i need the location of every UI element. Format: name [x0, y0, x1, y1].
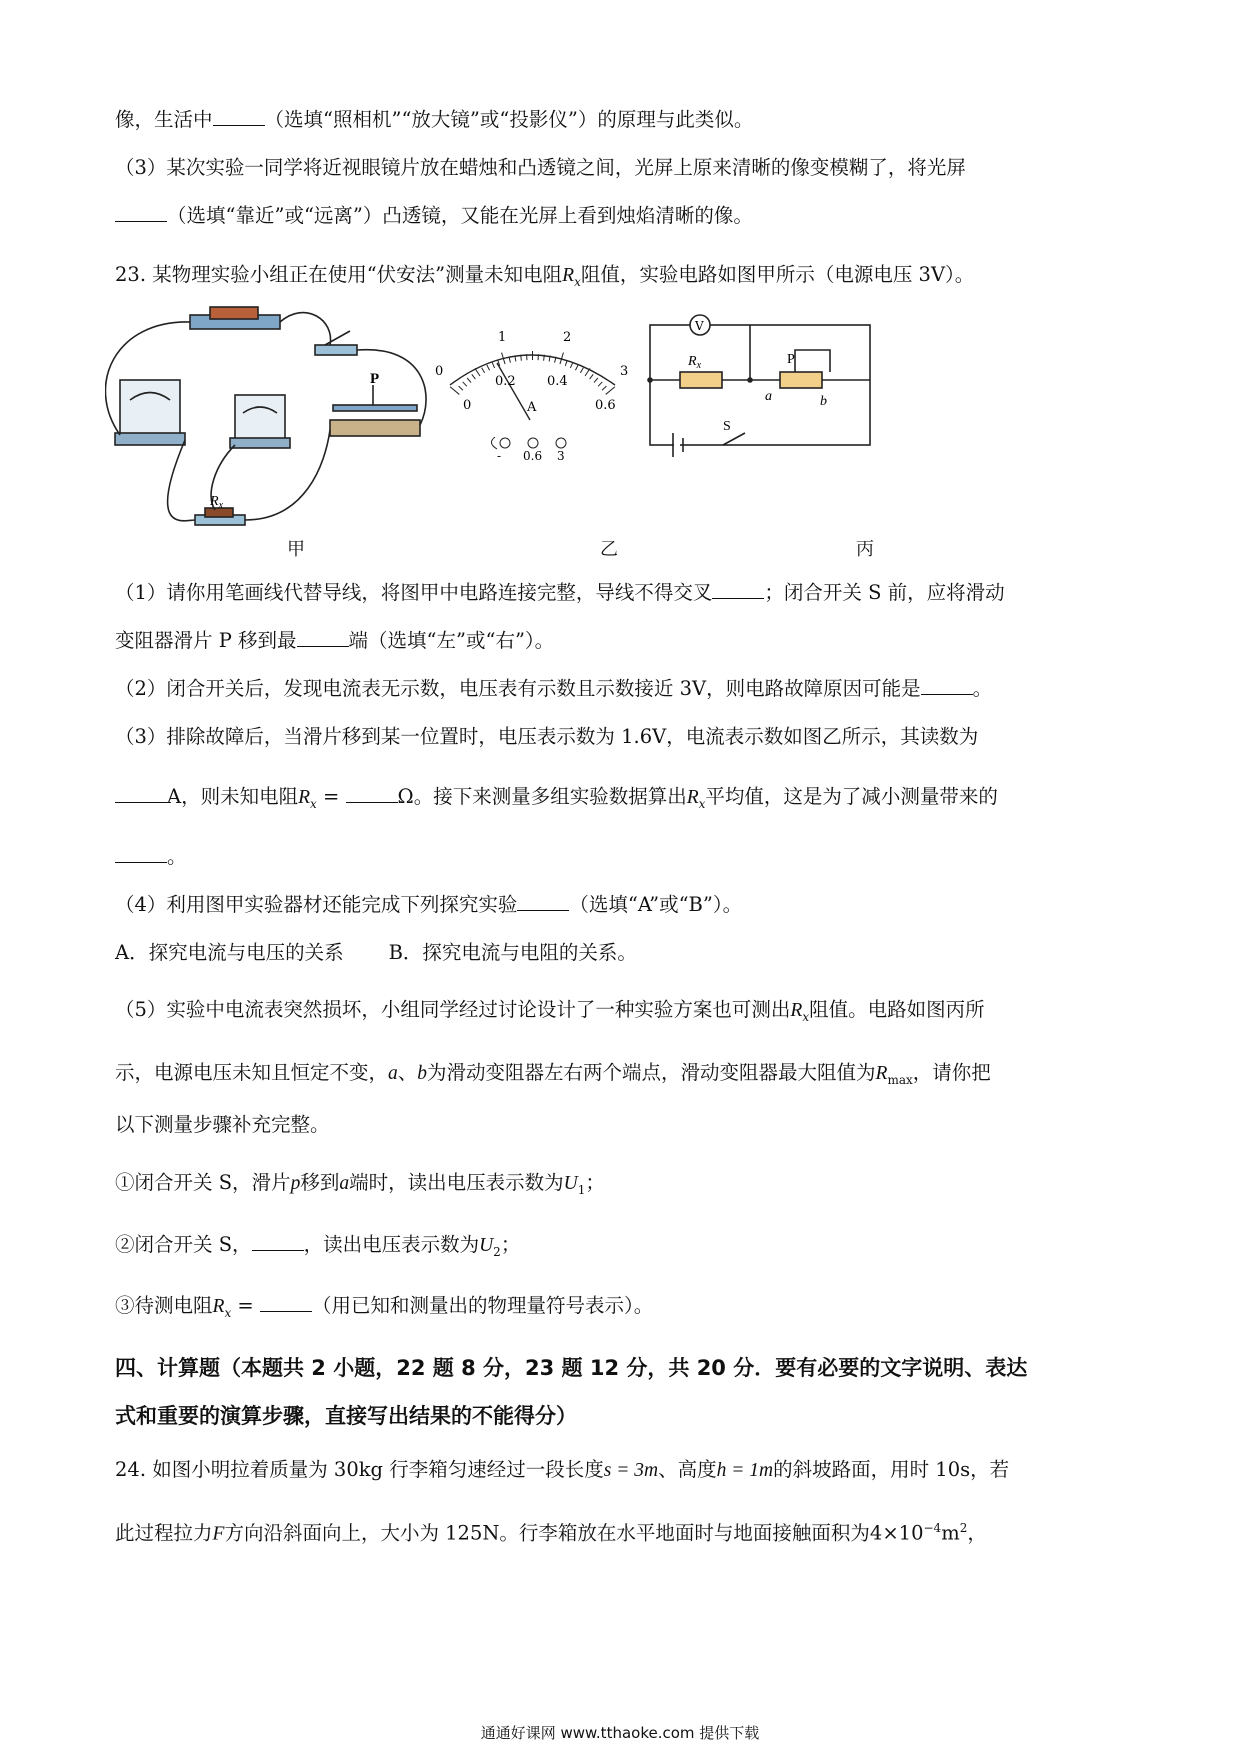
- text-line: A．探究电流与电压的关系 B．探究电流与电阻的关系。: [115, 941, 637, 964]
- dial-tick: [463, 382, 467, 386]
- step-2: ②闭合开关 S， ，读出电压表示数为$U_2$；: [115, 1233, 521, 1259]
- dial-tick: [467, 378, 471, 383]
- svg-text:Rx: $R_x$: [210, 494, 224, 511]
- dial-tick: [492, 362, 494, 368]
- text-line: （1）请你用笔画线代替导线，将图甲中电路连接完整，导线不得交叉 ；闭合开关 S 前，应将滑动: [115, 581, 1005, 604]
- svg-text:a: a: [765, 389, 772, 404]
- dial-tick: [590, 374, 594, 379]
- figure-bing-schematic: [648, 315, 870, 457]
- circuit-figures: [105, 305, 985, 555]
- text-line: 。: [115, 844, 187, 870]
- text-line: （3）排除故障后，当滑片移到某一位置时，电压表示数为 1.6V，电流表示数如图乙所示，其读数为: [115, 725, 979, 748]
- answer-blank: [712, 580, 764, 599]
- text-line: 像，生活中 （选填“照相机”“放大镜”或“投影仪”）的原理与此类似。: [115, 108, 754, 131]
- svg-text:S: S: [723, 419, 731, 434]
- svg-text:0: 0: [435, 364, 444, 379]
- svg-text:b: b: [820, 394, 827, 409]
- dial-tick: [602, 386, 606, 390]
- dial-tick: [487, 365, 490, 370]
- caption-yi: 乙: [600, 539, 618, 560]
- dial-tick: [475, 368, 480, 375]
- dial-tick: [598, 382, 602, 386]
- svg-text:-: -: [497, 449, 502, 463]
- answer-blank: [297, 628, 349, 647]
- dial-tick: [580, 368, 583, 373]
- svg-text:0.6: 0.6: [523, 449, 543, 463]
- footer: 通通好课网 www.tthaoke.com 提供下载: [480, 1724, 760, 1742]
- answer-blank: [921, 676, 973, 695]
- answer-blank: [252, 1232, 304, 1251]
- svg-text:P: P: [370, 371, 380, 387]
- svg-text:2: 2: [563, 330, 572, 345]
- svg-text:A: A: [527, 400, 537, 415]
- dial-tick: [594, 378, 598, 383]
- svg-text:0.4: 0.4: [547, 374, 568, 389]
- svg-text:Rx: $R_x$: [688, 354, 702, 371]
- section-heading: 四、计算题（本题共 2 小题，22 题 8 分，23 题 12 分，共 20 分．要有必要的文字说明、表达: [115, 1356, 1028, 1380]
- answer-blank: [517, 892, 569, 911]
- step-3: ③待测电阻$R_x$ = （用已知和测量出的物理量符号表示）。: [115, 1294, 654, 1320]
- dial-tick: [575, 365, 578, 370]
- answer-blank: [115, 844, 167, 863]
- figure-jia: [105, 307, 426, 525]
- answer-blank: [115, 784, 167, 803]
- dial-tick: [459, 386, 463, 390]
- svg-text:1: 1: [498, 330, 507, 345]
- svg-text:0.2: 0.2: [495, 374, 516, 389]
- caption-bing: 丙: [856, 539, 874, 560]
- text-line: （2）闭合开关后，发现电流表无示数，电压表有示数且示数接近 3V，则电路故障原因可能是 。: [115, 677, 993, 700]
- dial-tick: [544, 355, 545, 361]
- svg-text:0: 0: [463, 398, 472, 413]
- text-line: （4）利用图甲实验器材还能完成下列探究实验 （选填“A”或“B”）。: [115, 893, 743, 916]
- answer-blank: [260, 1293, 312, 1312]
- dial-tick: [482, 368, 485, 373]
- svg-text:3: 3: [557, 449, 565, 463]
- dial-tick: [450, 387, 459, 395]
- text-line: （5）实验中电流表突然损坏，小组同学经过讨论设计了一种实验方案也可测出$R_x$阻值。电路如图丙所: [115, 998, 985, 1024]
- svg-text:P: P: [787, 352, 795, 367]
- section-heading: 式和重要的演算步骤，直接写出结果的不能得分）: [115, 1404, 577, 1428]
- dial-tick: [472, 374, 476, 379]
- text-line: 变阻器滑片 P 移到最 端（选填“左”或“右”）。: [115, 629, 555, 652]
- dial-tick: [570, 362, 572, 368]
- text-line: （选填“靠近”或“远离”）凸透镜，又能在光屏上看到烛焰清晰的像。: [115, 203, 753, 229]
- text-line: （3）某次实验一同学将近视眼镜片放在蜡烛和凸透镜之间，光屏上原来清晰的像变模糊了，将光屏: [115, 156, 966, 179]
- step-1: ①闭合开关 S，滑片p移到a端时，读出电压表示数为$U_1$；: [115, 1171, 605, 1197]
- text-line: 示，电源电压未知且恒定不变，a、b为滑动变阻器左右两个端点，滑动变阻器最大阻值为$R_{max}$，请你把: [115, 1061, 991, 1087]
- dial-tick: [521, 355, 522, 361]
- svg-text:V: V: [695, 319, 704, 333]
- dial-tick: [585, 368, 590, 375]
- answer-blank: [213, 107, 265, 126]
- svg-text:0.6: 0.6: [595, 398, 616, 413]
- question-23: 23. 某物理实验小组正在使用“伏安法”测量未知电阻$R_x$阻值，实验电路如图甲所示（电源电压 3V）。: [115, 263, 975, 289]
- answer-blank: [346, 784, 398, 803]
- text-line: A，则未知电阻$R_x = \Omega$。接下来测量多组实验数据算出$R_x$平均值，这是为了减小测量带来的: [115, 784, 998, 817]
- dial-tick: [606, 387, 615, 395]
- text-line: 以下测量步骤补充完整。: [115, 1113, 330, 1136]
- answer-blank: [115, 203, 167, 222]
- svg-text:3: 3: [620, 364, 629, 379]
- question-24: 24. 如图小明拉着质量为 30kg 行李箱匀速经过一段长度s = 3m、高度h = 1m的斜坡路面，用时 10s，若: [115, 1458, 1010, 1481]
- caption-jia: 甲: [287, 539, 305, 560]
- text-line: 此过程拉力F方向沿斜面向上，大小为 125N。行李箱放在水平地面时与地面接触面积为$4\times 10^{-4}m^2$，: [115, 1521, 987, 1545]
